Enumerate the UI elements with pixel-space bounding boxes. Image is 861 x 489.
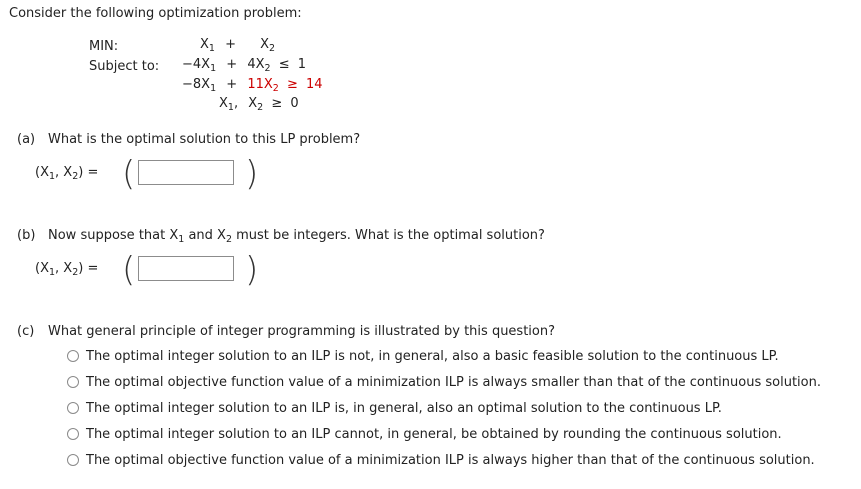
part-a-left-paren: ( <box>122 154 136 194</box>
part-a-answer-input[interactable] <box>138 160 234 185</box>
option-1-radio[interactable] <box>67 350 79 362</box>
option-3-label[interactable]: The optimal integer solution to an ILP is, in general, also an optimal solution to the continuous LP. <box>86 401 722 416</box>
option-5-label[interactable]: The optimal objective function value of a minimization ILP is always higher than that of the continuous solution. <box>86 453 815 468</box>
option-5-radio[interactable] <box>67 454 79 466</box>
min-label: MIN: <box>89 39 119 54</box>
part-b-answer-input[interactable] <box>138 256 234 281</box>
option-4-radio[interactable] <box>67 428 79 440</box>
option-1-label[interactable]: The optimal integer solution to an ILP is not, in general, also a basic feasible solution to the continuous LP. <box>86 349 779 364</box>
constraint-2: $-8X_1 + 11X_2 \ge 14$ <box>182 77 323 94</box>
part-b-variable-pair: ($X_1$, $X_2$) = <box>35 261 99 278</box>
option-2-radio[interactable] <box>67 376 79 388</box>
part-c-label: (c) <box>17 324 35 339</box>
intro-text: Consider the following optimization problem: <box>9 6 302 21</box>
part-b-label: (b) <box>17 228 36 243</box>
subject-to-label: Subject to: <box>89 59 160 74</box>
constraint-1: $-4X_1 + 4X_2 \le 1$ <box>182 57 307 74</box>
part-c-question: What general principle of integer programming is illustrated by this question? <box>48 324 556 339</box>
option-2-label[interactable]: The optimal objective function value of a minimization ILP is always smaller than that of the continuous solution. <box>86 375 821 390</box>
part-a-question: What is the optimal solution to this LP problem? <box>48 132 361 147</box>
option-4-label[interactable]: The optimal integer solution to an ILP cannot, in general, be obtained by rounding the continuous solution. <box>86 427 782 442</box>
nonnegativity-constraint: $X_1$, $X_2 \ge 0$ <box>219 96 299 113</box>
part-b-left-paren: ( <box>122 250 136 290</box>
part-b-right-paren: ) <box>245 250 259 290</box>
part-b-question: Now suppose that $X_1$ and $X_2$ must be integers. What is the optimal solution? <box>48 228 545 245</box>
option-3-radio[interactable] <box>67 402 79 414</box>
part-a-right-paren: ) <box>245 154 259 194</box>
objective-function: $X_1 + X_2$ <box>200 37 276 54</box>
part-a-variable-pair: ($X_1$, $X_2$) = <box>35 165 99 182</box>
part-a-label: (a) <box>17 132 36 147</box>
